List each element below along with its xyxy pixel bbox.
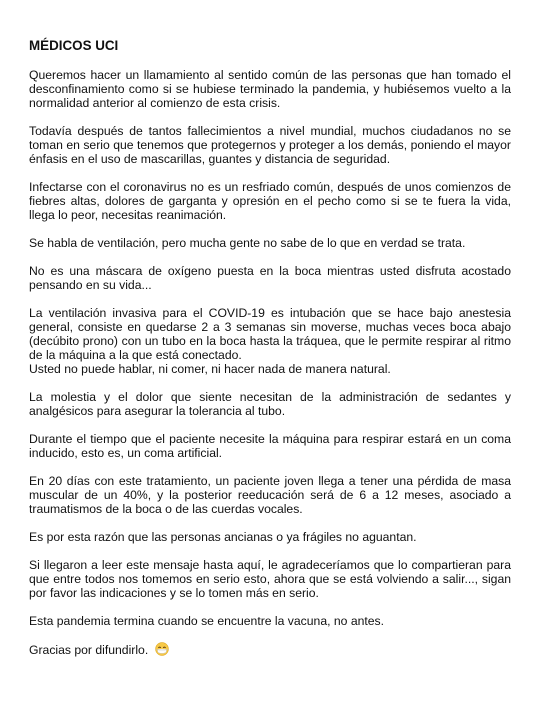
paragraph: Se habla de ventilación, pero mucha gente no sabe de lo que en verdad se trata. [29, 236, 466, 250]
face-with-medical-mask-icon [155, 642, 169, 656]
closing-paragraph [29, 642, 511, 657]
paragraph: Infectarse con el coronavirus no es un resfriado común, después de unos comienzos de fiebres altas, dolores de garganta y opresión en el pecho como si se te fuera la vida, llega lo peor, necesitas reanimación. [29, 180, 511, 222]
paragraph [29, 306, 511, 376]
paragraph: Todavía después de tantos fallecimientos a nivel mundial, muchos ciudadanos no se toman en serio que tenemos que protegernos y proteger a los demás, poniendo el mayor énfasis en el uso de mascarillas, guantes y distancia de seguridad. [29, 124, 511, 166]
paragraph: No es una máscara de oxígeno puesta en la boca mientras usted disfruta acostado pensando en su vida... [29, 264, 511, 292]
paragraph: Esta pandemia termina cuando se encuentre la vacuna, no antes. [29, 614, 385, 628]
paragraph: Es por esta razón que las personas ancianas o ya frágiles no aguantan. [29, 530, 417, 544]
document-title: MÉDICOS UCI [29, 38, 119, 53]
closing-text: Gracias por difundirlo. [29, 643, 149, 657]
paragraph: En 20 días con este tratamiento, un paciente joven llega a tener una pérdida de masa muscular de un 40%, y la posterior reeducación será de 6 a 12 meses, asociado a traumatismos de la boca o de las cuerdas vocales. [29, 474, 511, 516]
paragraph: La molestia y el dolor que siente necesitan de la administración de sedantes y analgésicos para asegurar la tolerancia al tubo. [29, 390, 511, 418]
paragraph-line: La ventilación invasiva para el COVID-19 es intubación que se hace bajo anestesia general, consiste en quedarse 2 a 3 semanas sin moverse, muchas veces boca abajo (decúbito prono) con un tubo en la boca hasta la tráquea, que le permite respirar al ritmo de la máquina a la que está conectado. [29, 306, 511, 362]
paragraph: Durante el tiempo que el paciente necesite la máquina para respirar estará en un coma inducido, esto es, un coma artificial. [29, 432, 511, 460]
paragraph: Queremos hacer un llamamiento al sentido común de las personas que han tomado el desconfinamiento como si se hubiese terminado la pandemia, y hubiésemos vuelto a la normalidad anterior al comienzo de esta crisis. [29, 68, 511, 110]
paragraph: Si llegaron a leer este mensaje hasta aquí, le agradeceríamos que lo compartieran para que entre todos nos tomemos en serio esto, ahora que se está volviendo a salir..., sigan por favor las indicaciones y se lo tomen más en serio. [29, 558, 511, 600]
paragraph-line: Usted no puede hablar, ni comer, ni hacer nada de manera natural. [29, 362, 391, 376]
document [29, 38, 511, 671]
